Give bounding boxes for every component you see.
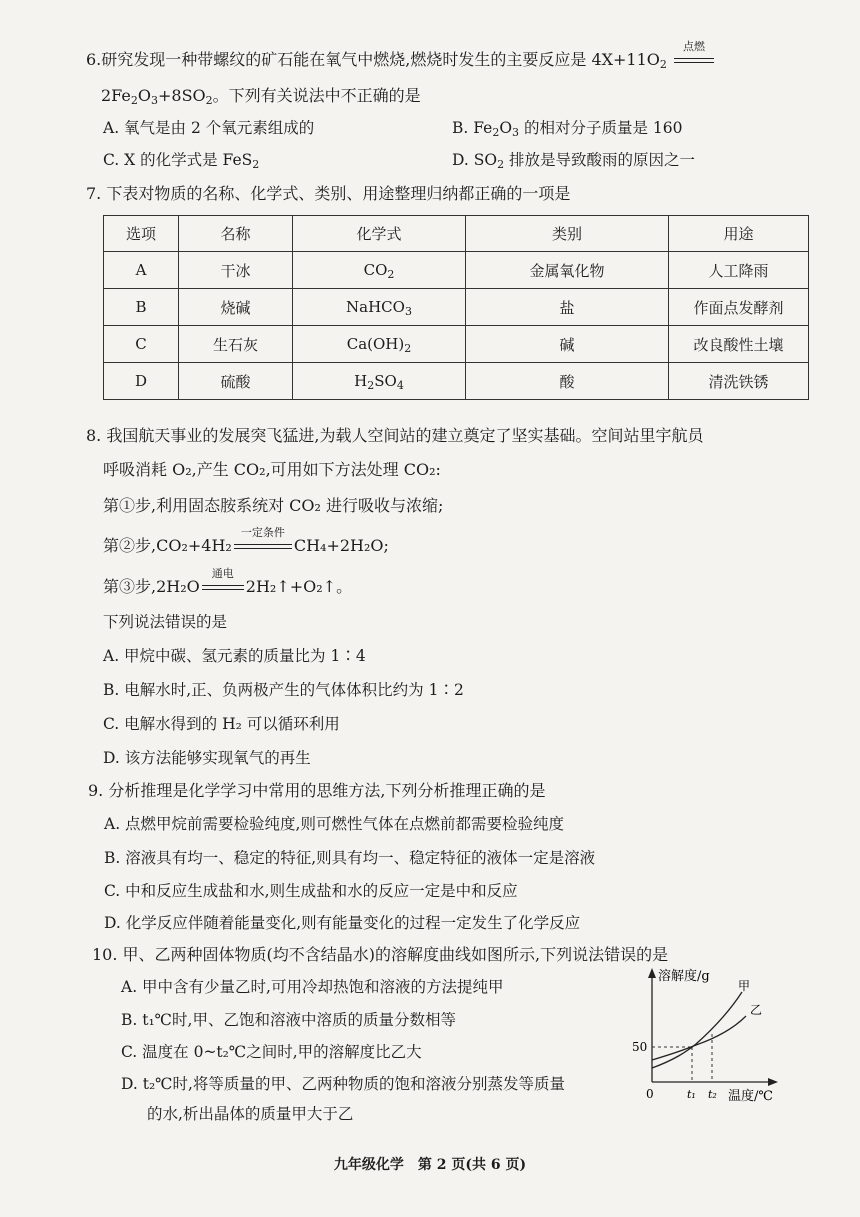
table-header-cell: 名称 bbox=[179, 216, 293, 252]
curve-yi-label: 乙 bbox=[750, 1003, 763, 1017]
y-axis-arrow bbox=[648, 968, 656, 978]
table-cell: $CO_2$ bbox=[293, 252, 466, 289]
table-cell: 清洗铁锈 bbox=[669, 363, 809, 400]
q9-stem: 9. 分析推理是化学学习中常用的思维方法,下列分析推理正确的是 bbox=[88, 781, 546, 800]
q9-option-b: B. 溶液具有均一、稳定的特征,则具有均一、稳定特征的液体一定是溶液 bbox=[104, 849, 596, 867]
table-cell: 酸 bbox=[466, 363, 669, 400]
table-cell: A bbox=[104, 252, 179, 289]
q7-table bbox=[103, 215, 809, 400]
reaction-condition: 点燃 bbox=[672, 50, 716, 70]
t1-label: t₁ bbox=[687, 1088, 696, 1101]
q6-stem-line1: 6.研究发现一种带螺纹的矿石能在氧气中燃烧,燃烧时发生的主要反应是 $4X+11O_2$ 点燃 bbox=[86, 50, 716, 70]
table-cell: $Ca(OH)_2$ bbox=[293, 326, 466, 363]
q10-stem: 10. 甲、乙两种固体物质(均不含结晶水)的溶解度曲线如图所示,下列说法错误的是 bbox=[92, 945, 669, 964]
table-header-cell: 用途 bbox=[669, 216, 809, 252]
table-row bbox=[104, 252, 809, 289]
q8-stem-line2: 呼吸消耗 O₂,产生 CO₂,可用如下方法处理 CO₂: bbox=[103, 460, 441, 479]
curve-yi bbox=[652, 1016, 746, 1060]
q8-option-c: C. 电解水得到的 H₂ 可以循环利用 bbox=[103, 715, 340, 733]
y50-label: 50 bbox=[632, 1040, 648, 1054]
reaction-condition: 一定条件 bbox=[232, 536, 294, 556]
table-cell: $H_2SO_4$ bbox=[293, 363, 466, 400]
q8-stem-line1: 8. 我国航天事业的发展突飞猛进,为载人空间站的建立奠定了坚实基础。空间站里宇航员 bbox=[86, 426, 704, 445]
q10-option-b: B. t₁℃时,甲、乙饱和溶液中溶质的质量分数相等 bbox=[121, 1011, 456, 1029]
table-cell: 碱 bbox=[466, 326, 669, 363]
reaction-condition: 通电 bbox=[200, 577, 246, 597]
q10-option-a: A. 甲中含有少量乙时,可用冷却热饱和溶液的方法提纯甲 bbox=[121, 978, 504, 996]
table-cell: 干冰 bbox=[179, 252, 293, 289]
x-axis-arrow bbox=[768, 1078, 778, 1086]
q7-stem: 7. 下表对物质的名称、化学式、类别、用途整理归纳都正确的一项是 bbox=[86, 184, 571, 203]
table-cell: 盐 bbox=[466, 289, 669, 326]
q6-option-c: C. X 的化学式是 FeS$_2$ bbox=[103, 151, 260, 171]
page-footer: 九年级化学 第 2 页(共 6 页) bbox=[333, 1157, 527, 1173]
table-row bbox=[104, 326, 809, 363]
table-cell: 金属氧化物 bbox=[466, 252, 669, 289]
table-cell: C bbox=[104, 326, 179, 363]
x-axis-label: 温度/℃ bbox=[728, 1089, 773, 1104]
q10-option-d-line2: 的水,析出晶体的质量甲大于乙 bbox=[147, 1105, 354, 1123]
q8-option-d: D. 该方法能够实现氧气的再生 bbox=[103, 749, 311, 767]
table-row bbox=[104, 289, 809, 326]
q8-step2: 第②步,CO₂+4H₂ 一定条件 CH₄+2H₂O; bbox=[103, 526, 389, 555]
table-header-row bbox=[104, 216, 809, 252]
q9-option-c: C. 中和反应生成盐和水,则生成盐和水的反应一定是中和反应 bbox=[104, 882, 518, 900]
origin-label: 0 bbox=[646, 1087, 654, 1101]
curve-jia-label: 甲 bbox=[738, 979, 751, 993]
table-cell: 改良酸性土壤 bbox=[669, 326, 809, 363]
q10-option-d-line1: D. t₂℃时,将等质量的甲、乙两种物质的饱和溶液分别蒸发等质量 bbox=[121, 1075, 565, 1093]
q8-ask: 下列说法错误的是 bbox=[103, 613, 228, 631]
table-cell: NaHCO$_3$ bbox=[293, 289, 466, 326]
table-row bbox=[104, 363, 809, 400]
table-header-cell: 类别 bbox=[466, 216, 669, 252]
table-cell: 烧碱 bbox=[179, 289, 293, 326]
q6-option-a: A. 氧气是由 2 个氧元素组成的 bbox=[103, 119, 315, 137]
q9-option-d: D. 化学反应伴随着能量变化,则有能量变化的过程一定发生了化学反应 bbox=[104, 914, 581, 932]
table-cell: 生石灰 bbox=[179, 326, 293, 363]
table-cell: B bbox=[104, 289, 179, 326]
table-cell: 硫酸 bbox=[179, 363, 293, 400]
q10-option-c: C. 温度在 0~t₂℃之间时,甲的溶解度比乙大 bbox=[121, 1043, 422, 1061]
q9-option-a: A. 点燃甲烷前需要检验纯度,则可燃性气体在点燃前都需要检验纯度 bbox=[104, 815, 564, 833]
table-cell: 人工降雨 bbox=[669, 252, 809, 289]
q8-step1: 第①步,利用固态胺系统对 CO₂ 进行吸收与浓缩; bbox=[103, 496, 444, 515]
q8-option-a: A. 甲烷中碳、氢元素的质量比为 1∶4 bbox=[103, 647, 366, 665]
q8-step3: 第③步,2H₂O 通电 2H₂↑+O₂↑。 bbox=[103, 567, 353, 596]
q6-stem-line2: $2Fe_2O_3+8SO_2$。下列有关说法中不正确的是 bbox=[101, 86, 421, 107]
table-header-cell: 化学式 bbox=[293, 216, 466, 252]
table-header-cell: 选项 bbox=[104, 216, 179, 252]
q8-option-b: B. 电解水时,正、负两极产生的气体体积比约为 1∶2 bbox=[103, 681, 464, 699]
solubility-curve-figure bbox=[624, 964, 804, 1104]
q6-option-d: D. $SO_2$ 排放是导致酸雨的原因之一 bbox=[452, 151, 695, 171]
q6-option-b: B. $Fe_2O_3$ 的相对分子质量是 160 bbox=[452, 119, 683, 139]
y-axis-label: 溶解度/g bbox=[658, 969, 710, 984]
t2-label: t₂ bbox=[708, 1088, 717, 1101]
table-cell: 作面点发酵剂 bbox=[669, 289, 809, 326]
table-cell: D bbox=[104, 363, 179, 400]
